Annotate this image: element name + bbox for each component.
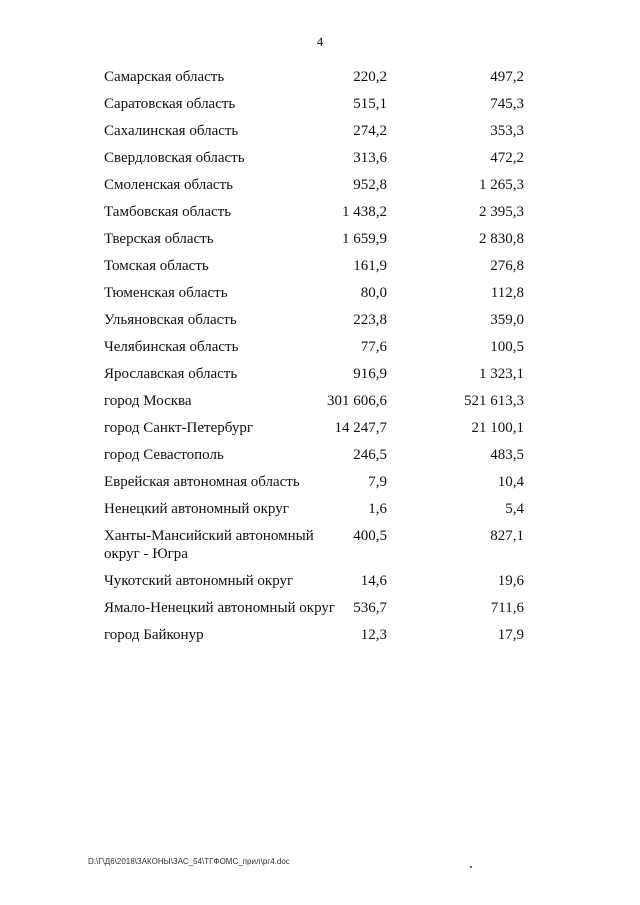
region-name: город Москва — [104, 393, 192, 409]
value-column-2: 521 613,3 — [464, 393, 524, 409]
footer-mark — [470, 866, 472, 868]
value-column-2: 353,3 — [490, 123, 524, 139]
value-column-2: 827,1 — [490, 528, 524, 544]
value-column-1: 1 659,9 — [342, 231, 387, 247]
table-row — [104, 68, 524, 95]
region-name: Челябинская область — [104, 339, 239, 355]
value-column-1: 14 247,7 — [334, 420, 387, 436]
table-row — [104, 95, 524, 122]
value-column-1: 14,6 — [360, 573, 387, 589]
value-column-1: 301 606,6 — [327, 393, 387, 409]
footer-file-path: D:\Г\Д6\2018\ЗАКОНЫ\ЗАС_54\ТГФОМС_прил\рг4.doc — [88, 857, 290, 866]
value-column-2: 745,3 — [490, 96, 524, 112]
value-column-2: 483,5 — [490, 447, 524, 463]
value-column-1: 1 438,2 — [342, 204, 387, 220]
value-column-1: 536,7 — [353, 600, 387, 616]
value-column-1: 7,9 — [368, 474, 387, 490]
value-column-2: 472,2 — [490, 150, 524, 166]
region-name: Тюменская область — [104, 285, 228, 301]
region-name: Сахалинская область — [104, 123, 239, 139]
region-name: Саратовская область — [104, 96, 236, 112]
value-column-2: 100,5 — [490, 339, 524, 355]
value-column-1: 952,8 — [353, 177, 387, 193]
value-column-1: 12,3 — [360, 627, 387, 643]
table-row — [104, 149, 524, 176]
table-row — [104, 572, 524, 599]
value-column-2: 5,4 — [505, 501, 524, 517]
value-column-1: 400,5 — [353, 528, 387, 544]
value-column-2: 1 265,3 — [479, 177, 524, 193]
value-column-2: 497,2 — [490, 69, 524, 85]
region-name: Тамбовская область — [104, 204, 232, 220]
region-name: Чукотский автономный округ — [104, 573, 294, 589]
value-column-1: 313,6 — [353, 150, 387, 166]
region-name: Ярославская область — [104, 366, 238, 382]
table-row — [104, 599, 524, 626]
value-column-1: 220,2 — [353, 69, 387, 85]
region-name: Ульяновская область — [104, 312, 237, 328]
table-row — [104, 446, 524, 473]
table-row — [104, 311, 524, 338]
value-column-1: 77,6 — [360, 339, 387, 355]
region-name: Ханты-Мансийский автономный округ - Югра — [104, 528, 314, 562]
value-column-2: 2 395,3 — [479, 204, 524, 220]
value-column-1: 161,9 — [353, 258, 387, 274]
value-column-1: 223,8 — [353, 312, 387, 328]
region-name: Еврейская автономная область — [104, 474, 300, 490]
region-name: Ненецкий автономный округ — [104, 501, 289, 517]
table-row — [104, 626, 524, 653]
value-column-2: 112,8 — [490, 285, 524, 301]
table-row — [104, 500, 524, 527]
value-column-2: 19,6 — [497, 573, 524, 589]
region-name: Смоленская область — [104, 177, 233, 193]
value-column-1: 80,0 — [360, 285, 387, 301]
table-row — [104, 419, 524, 446]
value-column-1: 515,1 — [353, 96, 387, 112]
region-name: Самарская область — [104, 69, 225, 85]
table-row — [104, 473, 524, 500]
table-row — [104, 365, 524, 392]
table-row — [104, 230, 524, 257]
value-column-2: 1 323,1 — [479, 366, 524, 382]
value-column-1: 1,6 — [368, 501, 387, 517]
table-row — [104, 284, 524, 311]
region-name: Ямало-Ненецкий автономный округ — [104, 600, 336, 616]
table-row — [104, 257, 524, 284]
value-column-2: 711,6 — [490, 600, 524, 616]
table-row — [104, 176, 524, 203]
region-table — [104, 68, 524, 653]
value-column-2: 17,9 — [497, 627, 524, 643]
region-name: город Байконур — [104, 627, 204, 643]
table-row — [104, 338, 524, 365]
region-name: Томская область — [104, 258, 209, 274]
value-column-2: 276,8 — [490, 258, 524, 274]
value-column-2: 359,0 — [490, 312, 524, 328]
table-row — [104, 203, 524, 230]
page-number: 4 — [316, 34, 324, 49]
value-column-2: 21 100,1 — [471, 420, 524, 436]
region-name: город Севастополь — [104, 447, 224, 463]
table-row — [104, 527, 524, 572]
region-name: Свердловская область — [104, 150, 245, 166]
value-column-2: 10,4 — [497, 474, 524, 490]
region-name: город Санкт-Петербург — [104, 420, 253, 436]
value-column-2: 2 830,8 — [479, 231, 524, 247]
table-row — [104, 122, 524, 149]
value-column-1: 916,9 — [353, 366, 387, 382]
table-row — [104, 392, 524, 419]
value-column-1: 246,5 — [353, 447, 387, 463]
region-name: Тверская область — [104, 231, 214, 247]
value-column-1: 274,2 — [353, 123, 387, 139]
